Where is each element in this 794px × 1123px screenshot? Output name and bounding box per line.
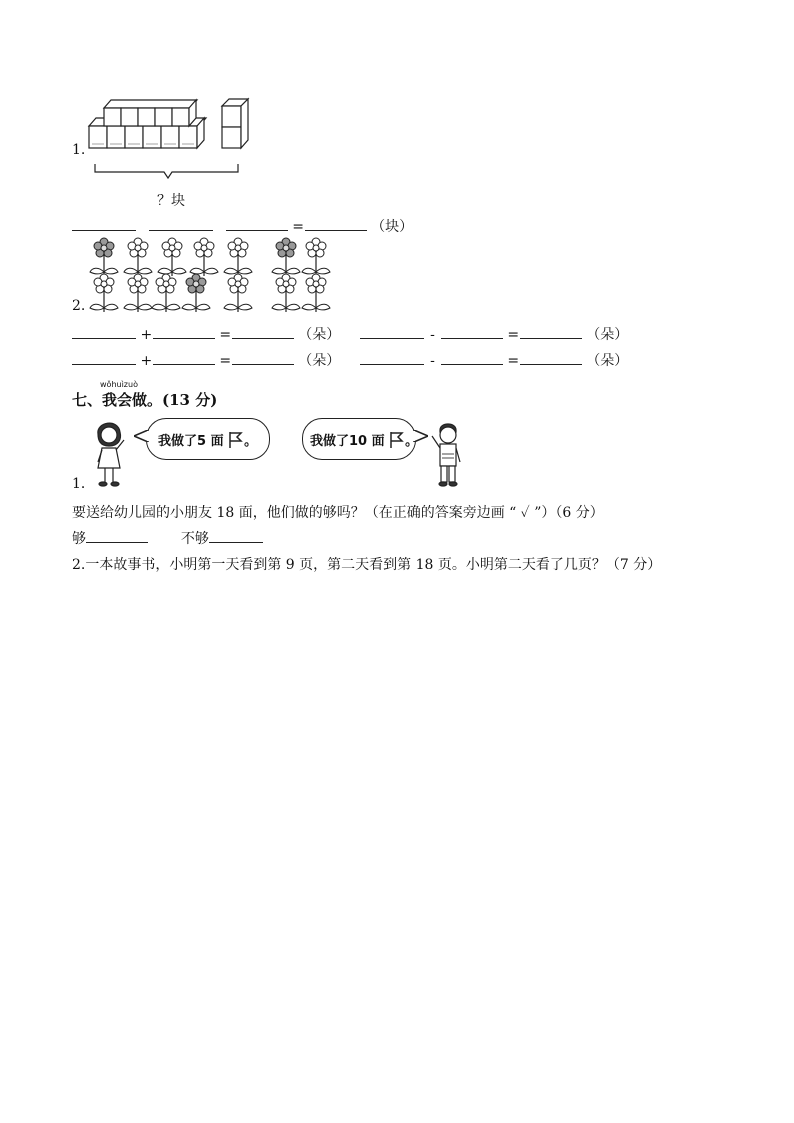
q2-subtraction-row-2 — [360, 350, 628, 370]
answer-blank[interactable] — [305, 216, 367, 231]
flag-icon — [389, 431, 405, 449]
equals-sign: = — [219, 327, 232, 343]
answer-blank[interactable] — [441, 350, 503, 365]
boy-figure — [428, 418, 470, 490]
equals-sign: = — [507, 353, 520, 369]
unit-label: （朵） — [586, 327, 629, 343]
q1-answer-row — [72, 216, 413, 236]
answer-blank[interactable] — [72, 350, 136, 365]
section-pinyin: wǒhuìzuò — [100, 380, 138, 389]
p1-question: 要送给幼儿园的小朋友 18 面，他们做的够吗？（在正确的答案旁边画 “ ✓ ”）（6 分） — [72, 505, 604, 521]
girl-speech-text: 我做了5 面 。 — [158, 430, 257, 449]
answer-blank[interactable] — [360, 324, 424, 339]
section-title: 七、我会做。(13 分) — [72, 391, 218, 409]
q2-number: 2. — [72, 298, 86, 314]
equals-sign: = — [292, 219, 304, 235]
q2-addition-row-1 — [72, 324, 340, 344]
boy-speech-text: 我做了10 面 。 — [310, 430, 418, 449]
answer-blank[interactable] — [232, 324, 294, 339]
answer-blank[interactable] — [72, 324, 136, 339]
answer-blank[interactable] — [360, 350, 424, 365]
q1-brace-label: ？块 — [157, 193, 185, 209]
unit-label: （朵） — [298, 327, 341, 343]
q2-subtraction-row-1 — [360, 324, 628, 344]
unit-label: （块） — [371, 219, 414, 235]
answer-blank[interactable] — [149, 216, 213, 231]
answer-blank[interactable] — [226, 216, 288, 231]
cube-blocks-illustration — [86, 96, 256, 186]
answer-blank[interactable] — [86, 528, 148, 543]
plus-sign: + — [140, 353, 153, 369]
unit-label: （朵） — [298, 353, 341, 369]
answer-blank[interactable] — [153, 350, 215, 365]
p1-options-row — [72, 528, 263, 548]
equals-sign: = — [507, 327, 520, 343]
unit-label: （朵） — [586, 353, 629, 369]
equals-sign: = — [219, 353, 232, 369]
p1-number: 1． — [72, 476, 95, 492]
q2-addition-row-2 — [72, 350, 340, 370]
minus-sign: - — [430, 353, 435, 369]
answer-blank[interactable] — [72, 216, 136, 231]
answer-blank[interactable] — [232, 350, 294, 365]
girl-speech-tail — [134, 430, 150, 442]
answer-blank[interactable] — [520, 324, 582, 339]
flowers-illustration — [88, 236, 338, 312]
answer-blank[interactable] — [441, 324, 503, 339]
option-enough-label: 够 — [72, 531, 86, 547]
answer-blank[interactable] — [209, 528, 263, 543]
girl-figure — [90, 418, 132, 490]
answer-blank[interactable] — [153, 324, 215, 339]
p2-question: 2.一本故事书，小明第一天看到第 9 页，第二天看到第 18 页。小明第二天看了几页？（7 分） — [72, 557, 662, 573]
q1-number: 1. — [72, 142, 86, 158]
flag-icon — [228, 431, 244, 449]
option-not-enough-label: 不够 — [180, 531, 209, 547]
answer-blank[interactable] — [520, 350, 582, 365]
plus-sign: + — [140, 327, 153, 343]
minus-sign: - — [430, 327, 435, 343]
